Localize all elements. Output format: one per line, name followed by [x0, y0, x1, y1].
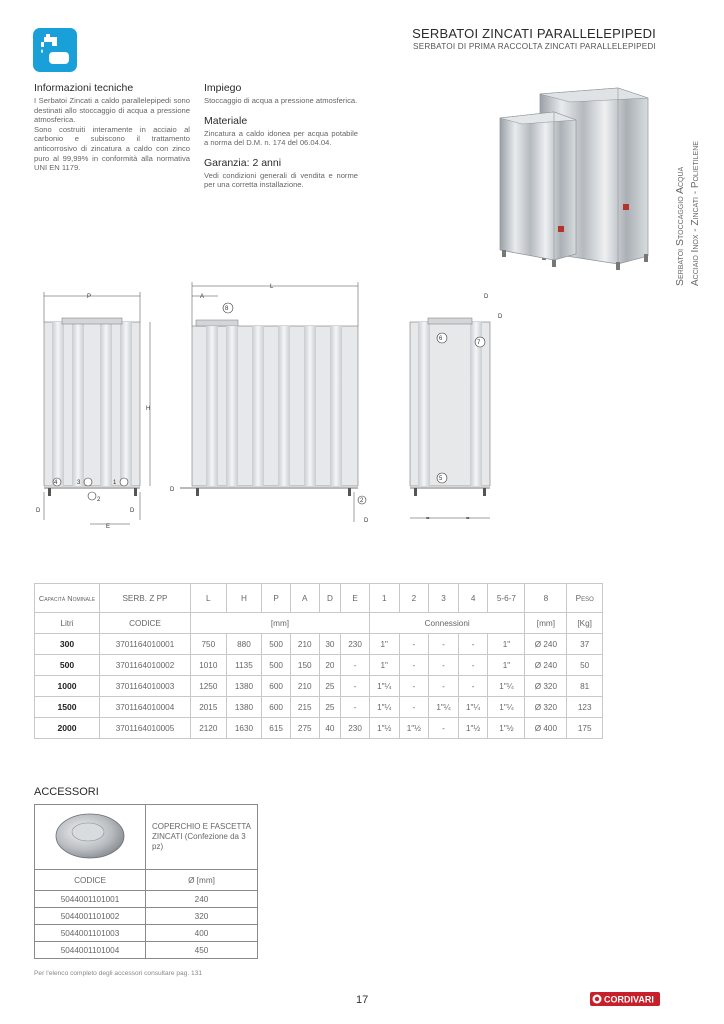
table-cell: 750 — [191, 634, 227, 655]
table-cell: 1"½ — [458, 718, 488, 739]
accessories-note: Per l'elenco completo degli accessori consultare pag. 131 — [34, 970, 203, 977]
table-cell: 400 — [146, 925, 258, 942]
table-cell: - — [341, 697, 370, 718]
dim-A-label: A — [200, 294, 205, 300]
table-cell: 1" — [488, 655, 525, 676]
table-row — [35, 676, 603, 697]
dim-L-label: L — [270, 284, 274, 290]
table-cell: 1380 — [226, 697, 262, 718]
table-cell: - — [458, 676, 488, 697]
table-cell: Ø 320 — [525, 697, 567, 718]
table-row — [35, 908, 258, 925]
brand-name: CORDIVARI — [604, 994, 654, 1005]
header-cell: E — [341, 584, 370, 613]
table-cell: 1"¼ — [429, 697, 459, 718]
callout-1: 1 — [113, 480, 117, 486]
spec-table — [34, 583, 603, 739]
table-cell: 1" — [488, 634, 525, 655]
product-category-logo — [33, 28, 77, 72]
table-cell: 1"¼ — [369, 676, 399, 697]
table-cell: Ø 320 — [525, 676, 567, 697]
table-cell: - — [341, 655, 370, 676]
table-cell: 300 — [35, 634, 100, 655]
page-title: SERBATOI ZINCATI PARALLELEPIPEDI — [412, 26, 656, 41]
header-cell: Peso — [567, 584, 603, 613]
page-subtitle: SERBATOI DI PRIMA RACCOLTA ZINCATI PARALLELEPIPEDI — [413, 42, 656, 51]
table-cell: 215 — [290, 697, 319, 718]
table-cell: 500 — [262, 634, 291, 655]
accessories-table — [34, 804, 258, 959]
table-cell: 450 — [146, 942, 258, 959]
dim-D-right-label: D — [130, 508, 135, 514]
accessory-code-header: CODICE — [35, 870, 146, 891]
table-cell: 2000 — [35, 718, 100, 739]
materiale-title: Materiale — [204, 114, 248, 127]
table-cell: Ø 400 — [525, 718, 567, 739]
dim-E-label: E — [106, 524, 111, 530]
table-cell: Ø 240 — [525, 655, 567, 676]
table-cell: 1"½ — [399, 718, 429, 739]
table-cell: - — [399, 676, 429, 697]
table-cell: - — [399, 655, 429, 676]
header-cell: Capacità Nominale — [35, 584, 100, 613]
garanzia-text: Vedi condizioni generali di vendita e norme per una corretta installazione. — [204, 170, 358, 190]
spec-header-row — [35, 584, 603, 613]
table-cell: 1"¼ — [458, 697, 488, 718]
table-cell: 150 — [290, 655, 319, 676]
technical-drawings — [30, 282, 503, 532]
table-cell: 3701164010005 — [100, 718, 191, 739]
callout-2: 2 — [97, 497, 101, 503]
page-number: 17 — [356, 994, 369, 1006]
header-cell: 8 — [525, 584, 567, 613]
sidebar-line-2: Acciaio Inox - Zincati - Polietilene — [690, 141, 701, 286]
table-cell: 230 — [341, 718, 370, 739]
garanzia-title: Garanzia: 2 anni — [204, 156, 282, 169]
dim-P-label: P — [87, 294, 92, 300]
usage-info — [204, 82, 358, 190]
header-cell: 5-6-7 — [488, 584, 525, 613]
table-cell: 1" — [369, 634, 399, 655]
table-cell: 240 — [146, 891, 258, 908]
header-cell: 1 — [369, 584, 399, 613]
table-row — [35, 634, 603, 655]
table-cell: 1135 — [226, 655, 262, 676]
table-cell: 500 — [262, 655, 291, 676]
impiego-title: Impiego — [204, 82, 242, 94]
dim-D-end-right-label: D — [498, 314, 503, 320]
table-cell: 5044001101003 — [35, 925, 146, 942]
table-cell: 3701164010002 — [100, 655, 191, 676]
table-cell: 30 — [319, 634, 341, 655]
table-cell: 3701164010004 — [100, 697, 191, 718]
table-cell: 275 — [290, 718, 319, 739]
table-cell: - — [429, 634, 459, 655]
table-cell: 2015 — [191, 697, 227, 718]
table-cell: 20 — [319, 655, 341, 676]
table-cell: 175 — [567, 718, 603, 739]
table-cell: - — [429, 676, 459, 697]
units-cell: [mm] — [191, 613, 370, 634]
callout-4: 4 — [54, 480, 58, 486]
table-row — [35, 697, 603, 718]
accessory-product-row — [35, 805, 258, 870]
accessories-title: ACCESSORI — [34, 786, 99, 798]
table-cell: 1"½ — [369, 718, 399, 739]
table-cell: - — [458, 655, 488, 676]
units-cell: [mm] — [525, 613, 567, 634]
header-cell: H — [226, 584, 262, 613]
materiale-text: Zincatura a caldo idonea per acqua potabile a norma del D.M. n. 174 del 06.04.04. — [204, 128, 358, 148]
water-tap-icon — [33, 28, 77, 72]
sidebar-line-1: Serbatoi Stoccaggio Acqua — [674, 166, 686, 286]
table-cell: 40 — [319, 718, 341, 739]
dim-D-side-label: D — [170, 487, 175, 493]
table-cell: - — [399, 634, 429, 655]
callout-6: 6 — [439, 336, 443, 342]
table-cell: 615 — [262, 718, 291, 739]
side-view-drawing — [170, 282, 369, 524]
technical-info — [34, 82, 190, 173]
header-cell: SERB. Z PP — [100, 584, 191, 613]
table-cell: 500 — [35, 655, 100, 676]
table-row — [35, 891, 258, 908]
technical-info-p2: Sono costruiti interamente in acciaio al carbonio e subiscono il trattamento anticorrosivo di zincatura a caldo con zinco puro al 99,99% in conformità alla normativa UNI EN 1179. — [34, 124, 190, 173]
table-cell: 210 — [290, 676, 319, 697]
table-cell: 1000 — [35, 676, 100, 697]
dim-eq-2: = — [466, 516, 470, 522]
table-cell: 210 — [290, 634, 319, 655]
end-view-drawing — [410, 294, 503, 522]
accessory-header-row — [35, 870, 258, 891]
table-cell: - — [458, 634, 488, 655]
table-cell: 50 — [567, 655, 603, 676]
table-cell: 25 — [319, 676, 341, 697]
table-cell: 3701164010001 — [100, 634, 191, 655]
units-cell: Litri — [35, 613, 100, 634]
header-cell: D — [319, 584, 341, 613]
header-cell: 3 — [429, 584, 459, 613]
table-cell: 1250 — [191, 676, 227, 697]
spec-units-row — [35, 613, 603, 634]
table-cell: 123 — [567, 697, 603, 718]
table-cell: 1"¼ — [488, 676, 525, 697]
front-view-drawing — [36, 292, 150, 530]
table-cell: 880 — [226, 634, 262, 655]
table-cell: 5044001101001 — [35, 891, 146, 908]
table-row — [35, 925, 258, 942]
table-cell: - — [429, 718, 459, 739]
header-cell: 4 — [458, 584, 488, 613]
table-cell: 1"¼ — [369, 697, 399, 718]
table-cell: 2120 — [191, 718, 227, 739]
table-cell: 1"¼ — [488, 697, 525, 718]
table-cell: 3701164010003 — [100, 676, 191, 697]
table-cell: Ø 240 — [525, 634, 567, 655]
section-sidebar — [672, 60, 718, 286]
table-cell: 600 — [262, 676, 291, 697]
table-cell: 25 — [319, 697, 341, 718]
callout-2-side: 2 — [360, 498, 364, 504]
impiego-text: Stoccaggio di acqua a pressione atmosferica. — [204, 96, 358, 105]
accessory-image-cell — [35, 805, 146, 870]
header-cell: P — [262, 584, 291, 613]
table-cell: 1500 — [35, 697, 100, 718]
table-row — [35, 655, 603, 676]
table-cell: 600 — [262, 697, 291, 718]
table-cell: 1" — [369, 655, 399, 676]
lid-photo — [40, 808, 140, 864]
header-cell: A — [290, 584, 319, 613]
table-cell: 320 — [146, 908, 258, 925]
units-cell: CODICE — [100, 613, 191, 634]
table-cell: 1380 — [226, 676, 262, 697]
callout-3: 3 — [77, 480, 81, 486]
callout-5: 5 — [439, 476, 443, 482]
dim-D-left-label: D — [36, 508, 41, 514]
accessory-diameter-header: Ø [mm] — [146, 870, 258, 891]
units-cell: Connessioni — [369, 613, 525, 634]
table-row — [35, 942, 258, 959]
table-cell: 230 — [341, 634, 370, 655]
table-cell: 37 — [567, 634, 603, 655]
header-cell: 2 — [399, 584, 429, 613]
table-cell: - — [341, 676, 370, 697]
header-cell: L — [191, 584, 227, 613]
units-cell: [Kg] — [567, 613, 603, 634]
callout-8: 8 — [225, 306, 229, 312]
dim-D-end-top-label: D — [484, 294, 489, 300]
product-photo — [498, 84, 660, 274]
table-row — [35, 718, 603, 739]
dim-H-label: H — [146, 406, 151, 412]
table-cell: 5044001101002 — [35, 908, 146, 925]
technical-info-p1: I Serbatoi Zincati a caldo parallelepipedi sono destinati allo stoccaggio di acqua a pressione atmosferica. — [34, 96, 190, 125]
table-cell: 81 — [567, 676, 603, 697]
table-cell: 1"½ — [488, 718, 525, 739]
brand-logo — [590, 992, 660, 1006]
dim-D-bottom-label: D — [364, 518, 369, 524]
table-cell: 1010 — [191, 655, 227, 676]
callout-7: 7 — [477, 340, 481, 346]
technical-info-title: Informazioni tecniche — [34, 82, 134, 94]
table-cell: - — [399, 697, 429, 718]
table-cell: 1630 — [226, 718, 262, 739]
table-cell: 5044001101004 — [35, 942, 146, 959]
table-cell: - — [429, 655, 459, 676]
dim-eq-1: = — [426, 516, 430, 522]
accessory-description: COPERCHIO E FASCETTA ZINCATI (Confezione da 3 pz) — [146, 805, 258, 870]
